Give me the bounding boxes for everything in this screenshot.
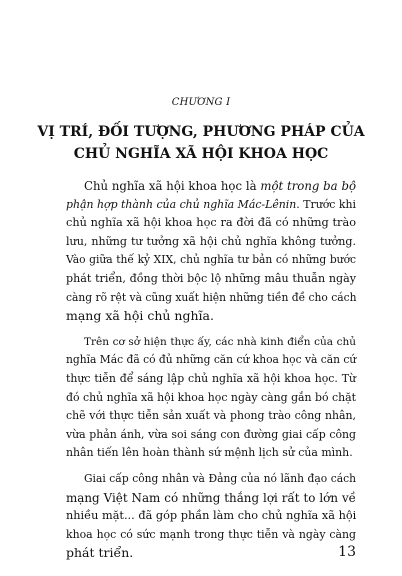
text-line: mạng Việt Nam có những thắng lợi rất to lớn về bbox=[66, 490, 356, 505]
text-run: . Trước khi bbox=[296, 197, 357, 211]
text-line: lưu, những tư tưởng xã hội chủ nghĩa không tưởng. bbox=[66, 234, 356, 248]
text-line: nhân tiến lên hoàn thành sứ mệnh lịch sử của mình. bbox=[66, 446, 353, 460]
chapter-title-line: VỊ TRÍ, ĐỐI TƯỢNG, PHƯƠNG PHÁP CỦA bbox=[37, 124, 365, 140]
page-number: 13 bbox=[338, 544, 356, 560]
paragraph bbox=[66, 333, 356, 463]
text-line: nhiều mặt... đã góp phần làm cho chủ nghĩa xã hội bbox=[66, 509, 357, 523]
italic-run: một trong ba bộ bbox=[260, 179, 356, 193]
text-line: Giai cấp công nhân và Đảng của nó lãnh đạo cách bbox=[84, 471, 356, 485]
chapter-label: CHƯƠNG I bbox=[171, 97, 231, 108]
text-line: chẽ với thực tiễn sản xuất và phong trào công nhân, bbox=[66, 409, 356, 423]
text-line bbox=[66, 196, 356, 215]
text-line: Trên cơ sở hiện thực ấy, các nhà kinh điển của chủ bbox=[84, 335, 356, 348]
text-run: Chủ nghĩa xã hội khoa học là bbox=[84, 179, 261, 193]
text-line: mạng xã hội chủ nghĩa. bbox=[66, 308, 214, 324]
chapter-title bbox=[36, 121, 366, 165]
text-line: càng rõ rệt và cũng xuất hiện những tiền đề cho cách bbox=[66, 290, 357, 304]
text-line: Vào giữa thế kỷ XIX, chủ nghĩa tư bản có những bước bbox=[66, 253, 356, 267]
text-line: chủ nghĩa xã hội khoa học ra đời đã có những trào bbox=[66, 216, 356, 230]
italic-run: phận hợp thành của chủ nghĩa Mác-Lênin bbox=[66, 197, 297, 211]
text-line: phát triển, đồng thời bộc lộ những mâu thuẫn ngày bbox=[66, 271, 356, 285]
text-line: phát triển. bbox=[66, 545, 134, 561]
text-line bbox=[66, 177, 356, 196]
paragraph bbox=[66, 470, 356, 563]
text-line: nghĩa Mác đã có đủ những căn cứ khoa học và căn cứ bbox=[66, 353, 357, 367]
chapter-title-line: CHỦ NGHĨA XÃ HỘI KHOA HỌC bbox=[73, 146, 329, 162]
paragraph bbox=[66, 177, 356, 326]
text-line: thực tiễn để sáng lập chủ nghĩa xã hội khoa học. Từ bbox=[66, 371, 356, 385]
body-text bbox=[66, 177, 356, 570]
text-line: đó chủ nghĩa xã hội khoa học ngày càng gắn bó chặt bbox=[66, 390, 356, 404]
text-line: vừa phản ánh, vừa soi sáng con đường giai cấp công bbox=[66, 427, 356, 441]
text-line: khoa học có sức mạnh trong thực tiễn và ngày càng bbox=[66, 527, 356, 541]
